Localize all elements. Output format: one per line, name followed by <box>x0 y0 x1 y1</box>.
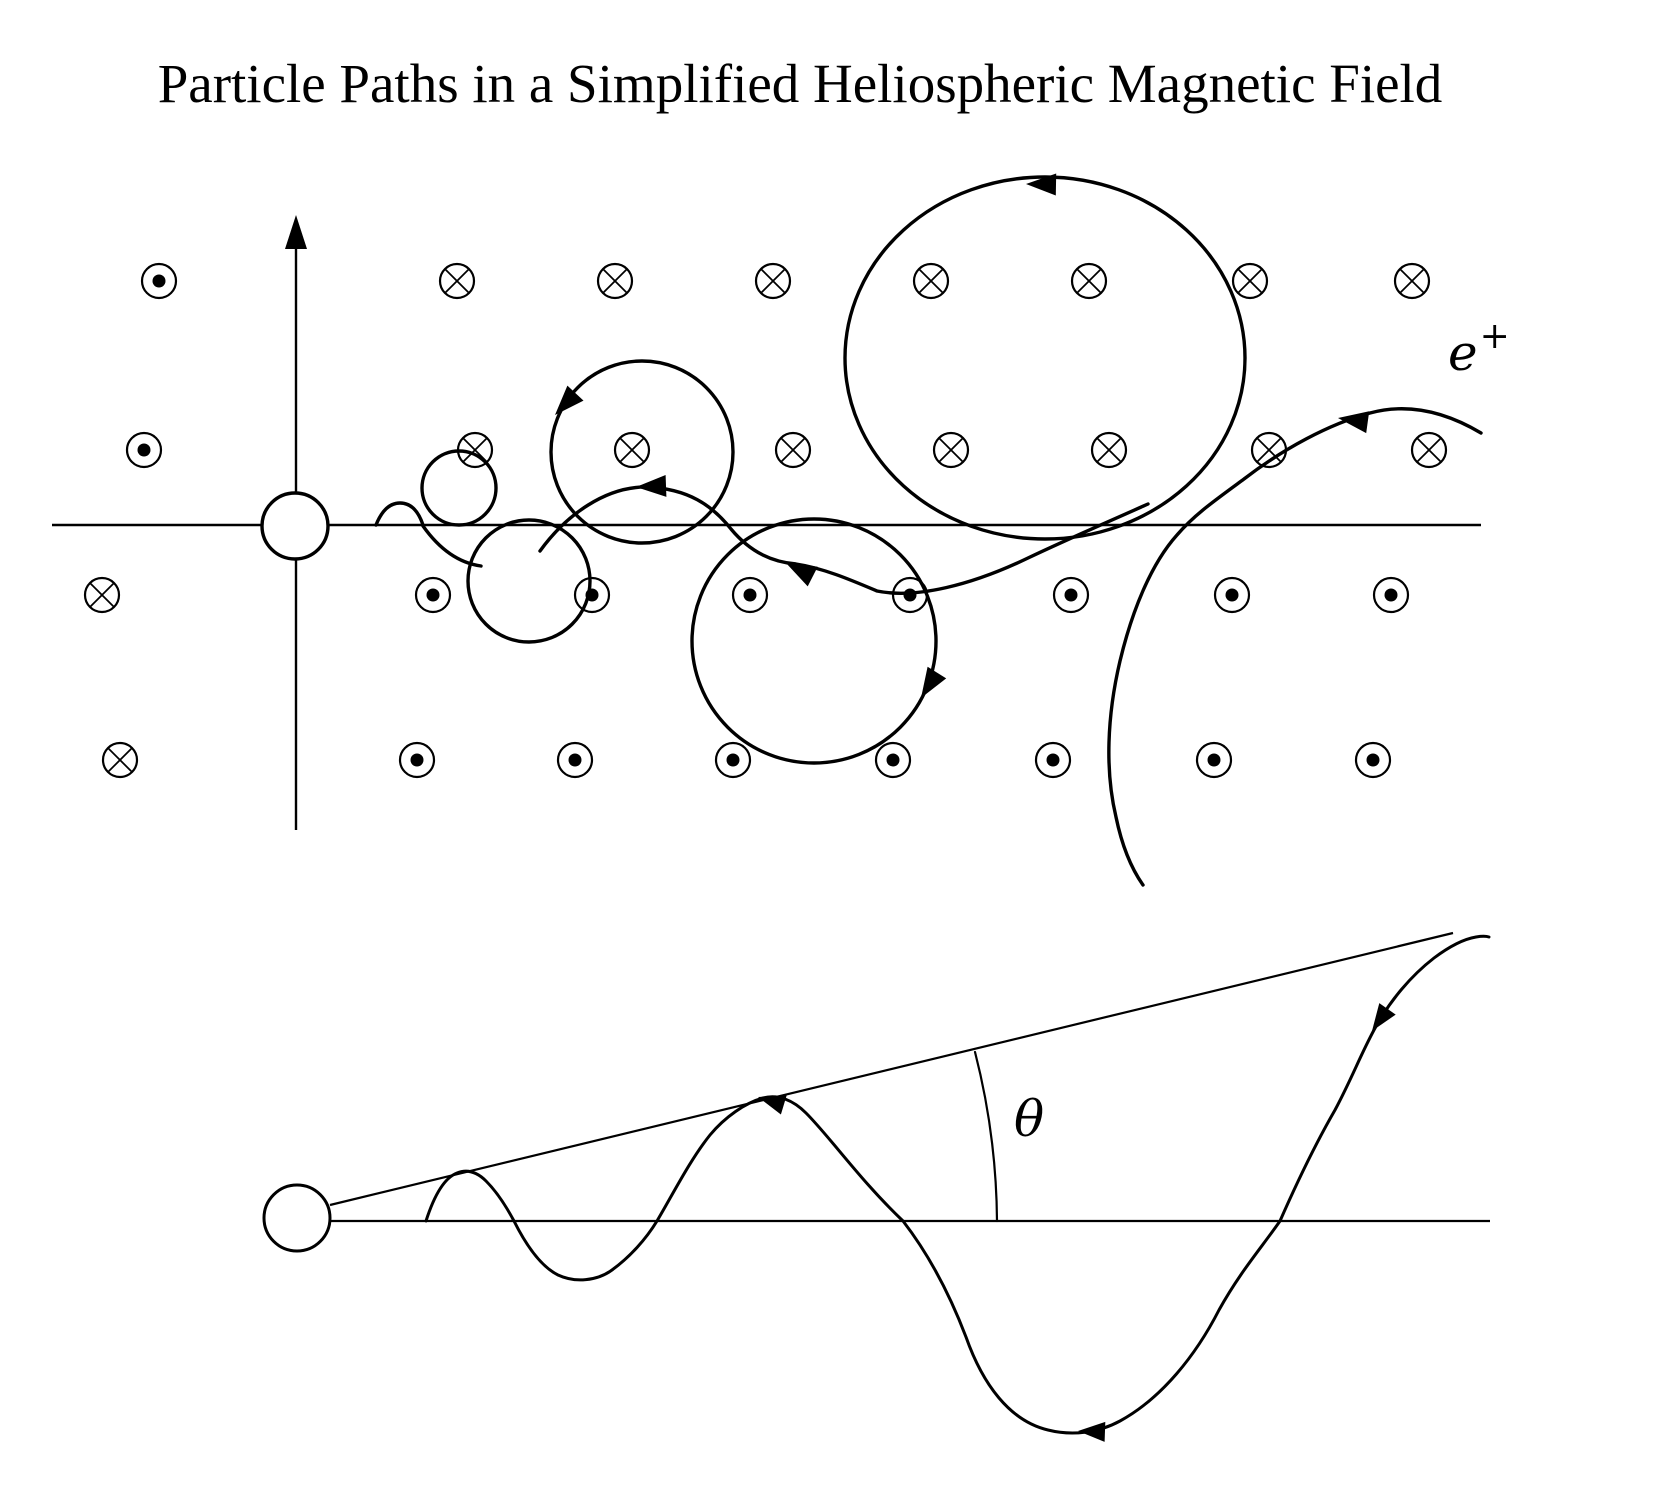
field-out-of-page-icon <box>427 589 440 602</box>
gyro-loop-below-2 <box>692 519 936 763</box>
field-out-of-page-icon <box>1385 589 1398 602</box>
positron-label-base: e <box>1448 324 1478 382</box>
field-out-of-page-icon <box>744 589 757 602</box>
gyro-loop-large <box>845 177 1245 539</box>
pitch-angle-label: θ <box>1014 1090 1045 1148</box>
bottom-dip-arrowhead <box>1078 1422 1105 1442</box>
figure-title: Particle Paths in a Simplified Heliospheric Magnetic Field <box>157 53 1443 114</box>
field-out-of-page-icon <box>1047 754 1060 767</box>
field-out-of-page-icon <box>1208 754 1221 767</box>
gyro-loop-below-1 <box>468 520 590 642</box>
pitch-angle-trajectory <box>426 936 1489 1433</box>
angle-arc <box>975 1052 997 1221</box>
field-out-of-page-icon <box>904 589 917 602</box>
sun-circle-bottom <box>264 1185 330 1251</box>
field-direction-line <box>330 933 1453 1205</box>
field-out-of-page-icon <box>138 444 151 457</box>
field-out-of-page-icon <box>411 754 424 767</box>
connector-below-arrowhead <box>786 563 818 586</box>
field-out-of-page-icon <box>887 754 900 767</box>
gyro-loop-above-2 <box>551 361 733 543</box>
trajectory-start-wiggle <box>376 503 423 525</box>
bottom-apex-arrowhead <box>758 1095 787 1114</box>
field-out-of-page-icon <box>1226 589 1239 602</box>
field-out-of-page-icon <box>569 754 582 767</box>
connector-apex-arrowhead <box>636 475 666 497</box>
bottom-entry-arrowhead <box>1372 1003 1396 1031</box>
field-out-of-page-icon <box>1065 589 1078 602</box>
field-out-of-page-icon <box>1367 754 1380 767</box>
y-axis-arrowhead <box>285 215 307 249</box>
trajectory-incoming-positron <box>1109 409 1481 885</box>
gyro-loop-small <box>422 451 496 525</box>
medium-loop-arrowhead <box>555 386 584 415</box>
positron-label <box>1448 316 1510 382</box>
lower-loop-arrowhead <box>921 667 946 698</box>
field-out-of-page-icon <box>153 275 166 288</box>
sun-circle-top <box>262 493 328 559</box>
positron-label-charge: + <box>1479 316 1510 357</box>
field-out-of-page-icon <box>727 754 740 767</box>
